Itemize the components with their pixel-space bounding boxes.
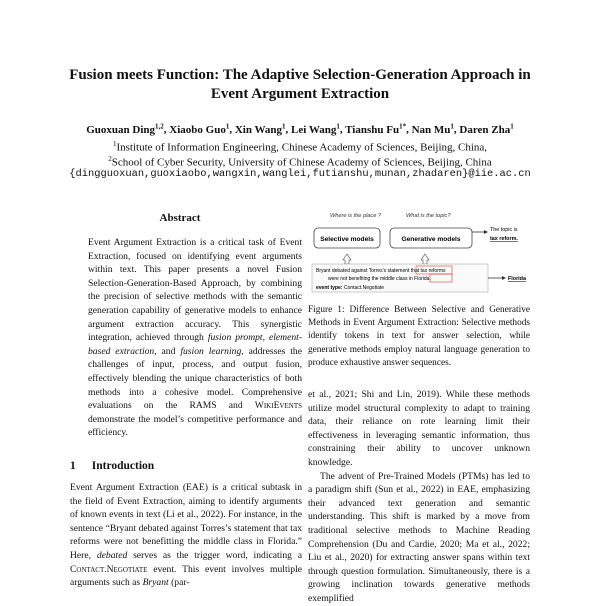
arrow-head-florida [502, 276, 506, 280]
abstract-text-1: Event Argument Extraction is a critical task of Event Extraction, focused on identifying event arguments within text. This paper presents a novel Fusion Selection-Generation-Based Approach, by combining the precision of selective methods with the semantic generation capability of generative models to enhance argument extraction accuracy. This synergistic integration, achieved through [88, 237, 302, 344]
up-arrow-left-icon [343, 254, 351, 264]
abstract-text-5: demonstrate the model’s competitive performance and efficiency. [88, 413, 302, 439]
arrow-head-answer [484, 230, 488, 234]
figure-question-left: Where is the place ? [330, 213, 381, 219]
intro-text-4: (par- [168, 577, 190, 589]
right-paragraph-2: The advent of Pre-Trained Models (PTMs) has led to a paradigm shift (Sun et al., 2022) in EAE, emphasizing their advanced text generation and semantic understanding. This shift is marked by a move from traditional selective methods to Machine Reading Comprehension (Du and Cardie, 2020; Ma et al., 2022; Liu et al., 2020) for extracting answer spans within text through question formulation. Simultaneously, there is a growing inclination towards generative methods exemplified [308, 470, 530, 604]
author [412, 124, 454, 136]
intro-body [70, 481, 302, 590]
figure-1-caption: Figure 1: Difference Between Selective and Generative Methods in Event Argument Extraction: Selective methods identify tokens in text for answer selection, while generative methods employ natural language generation to produce exhaustive answer sequences. [308, 305, 530, 368]
author [459, 124, 513, 136]
author-name: Nan Mu [411, 123, 451, 136]
affiliation-2-marker: 2 [108, 155, 112, 163]
affiliation-1-marker: 1 [112, 140, 117, 148]
author [235, 124, 286, 136]
paper-title [40, 66, 560, 104]
figure-question-right: What is the topic? [406, 213, 451, 219]
author-affiliation-marker: 1 [282, 122, 286, 130]
author-name: Tianshu Fu [345, 123, 400, 136]
affiliation-1-text: Institute of Information Engineering, Chinese Academy of Sciences, Beijing, China, [116, 141, 488, 154]
author-affiliation-marker: 1 [336, 122, 340, 130]
author-affiliation-marker: 1 [225, 122, 230, 130]
intro-text-1: Event Argument Extraction (EAE) is a critical subtask in the field of Event Extraction, aiming to identify arguments of known events in text (Li et al., 2022). For instance, in the sentence “Bryant debated against Torres’s statement that tax reforms were not benefitting the middle class in Florida.” Here, [70, 482, 302, 561]
affiliation-2-text: School of Cyber Security, University of Chinese Academy of Sciences, Beijing, China [111, 156, 492, 169]
author-affiliation-marker: 1* [399, 122, 407, 130]
figure-1 [306, 208, 532, 298]
intro-section-number: 1 [70, 460, 76, 472]
abstract-em-fusion-prompt: fusion prompt [207, 332, 263, 344]
intro-event-type: Contact.Negotiate [70, 563, 148, 575]
generative-models-label: Generative models [401, 236, 461, 243]
abstract-wikievents: WikiEvents [254, 400, 302, 412]
author-name: Daren Zha [459, 123, 511, 136]
right-column-body [308, 388, 530, 606]
up-arrow-right-icon [421, 254, 429, 264]
selective-models-label: Selective models [320, 236, 374, 243]
paper-title-line-2: Event Argument Extraction [210, 86, 390, 102]
abstract-heading: Abstract [159, 212, 201, 224]
author-name: Xiaobo Guo [169, 123, 226, 136]
intro-em-bryant: Bryant [142, 577, 169, 589]
author-name: Guoxuan Ding [86, 123, 156, 136]
figure-answer-line-2: tax reform. [490, 236, 518, 242]
abstract-em-fusion-learning: fusion learning [180, 345, 242, 357]
right-paragraph-1: et al., 2021; Shi and Lin, 2019). While these methods utilize model structural complexity to adapt to training data, their reliance on rote learning limit their effectiveness in leveraging semantic information, thus constraining their ability to uncover unknown knowledge. [308, 389, 530, 468]
author-name: Xin Wang [234, 123, 283, 136]
figure-answer-place: Florida [508, 276, 526, 282]
abstract-text-3: , and [154, 345, 181, 357]
author [86, 124, 164, 136]
paper-title-line-1: Fusion meets Function: The Adaptive Selection-Generation Approach in [69, 67, 531, 83]
author [345, 124, 406, 136]
figure-sentence-line-1: Bryant debated against Torres's statement that tax reforms [316, 268, 446, 274]
figure-event-type-value: Contact.Negotiate [344, 285, 385, 291]
author-list: Guoxuan Ding$^{1,2}$, Xiaobo Guo$^1$, Xin Wang$^1$, Lei Wang$^1$, Tianshu $Fu^{1*}$, Nan Mu$^1$, Daren Zha$^1$ [86, 122, 514, 136]
figure-answer-line-1: The topic is [490, 227, 518, 233]
author-affiliation-marker: 1 [510, 122, 514, 130]
abstract-text-2: , [262, 332, 269, 344]
abstract-em-element-based: element-based extraction [88, 332, 303, 357]
figure-sentence-line-2: were not benefiting the middle class in Florida. [328, 276, 431, 282]
intro-text-2: serves as the trigger word, indicating a [127, 549, 303, 561]
figure-event-type-label: event type: [316, 285, 343, 291]
abstract-text-4: , addresses the challenges of input, process, and output fusion, effectively blending the unique characteristics of both methods into a cohesive model. Comprehensive evaluations on the RAMS and [88, 345, 302, 412]
author-affiliation-marker: 1 [450, 122, 454, 130]
author [169, 124, 229, 136]
author-name: Lei Wang [291, 123, 337, 136]
abstract-body [88, 236, 302, 440]
author-affiliation-marker: 1,2 [155, 122, 164, 130]
intro-heading [70, 460, 154, 472]
intro-text-3: event. This event involves multiple arguments such as [70, 563, 302, 589]
intro-heading-text: Introduction [91, 460, 155, 472]
intro-em-debated: debated [96, 549, 128, 561]
author-emails: {dingguoxuan,guoxiaobo,wangxin,wanglei,futianshu,munan,zhadaren}@iie.ac.cn [69, 168, 531, 180]
author [291, 124, 340, 136]
